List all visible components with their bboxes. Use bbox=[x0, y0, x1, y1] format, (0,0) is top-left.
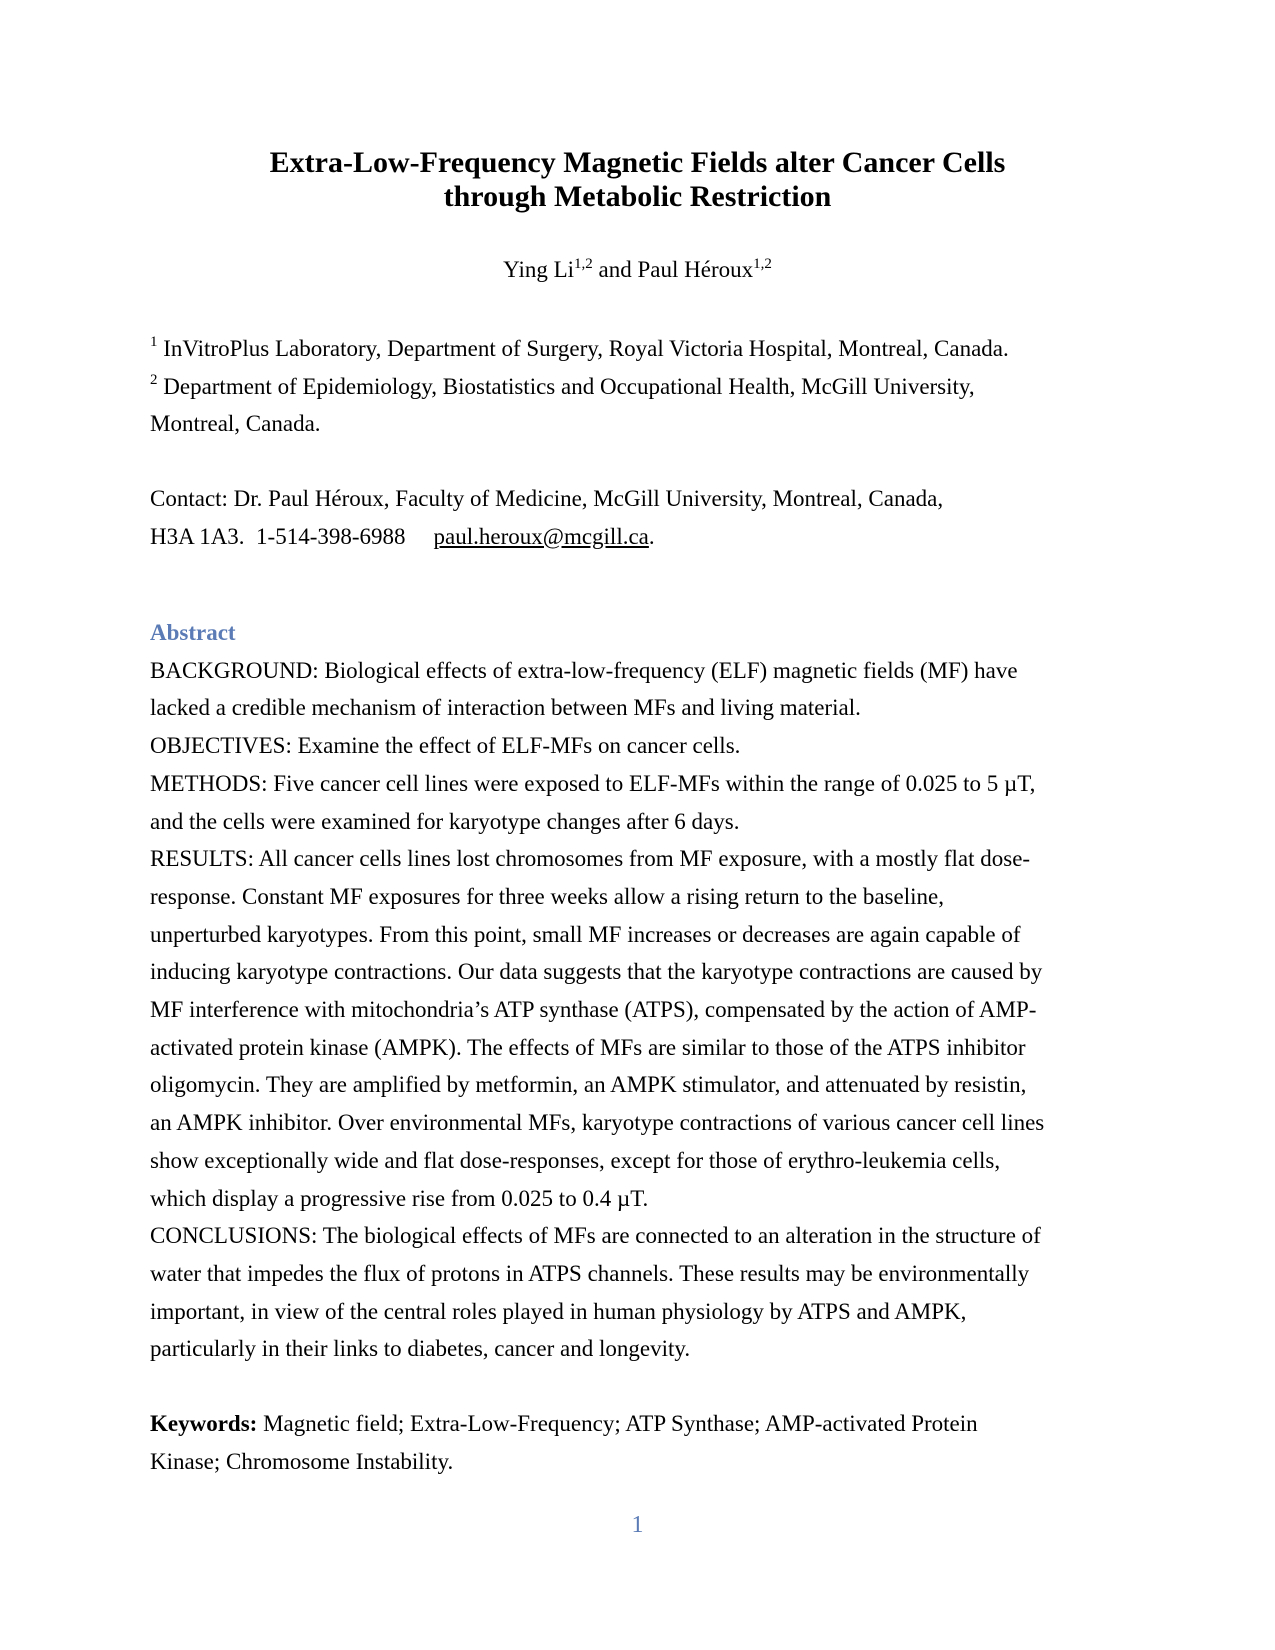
abstract-line: response. Constant MF exposures for three weeks allow a rising return to the baseline, bbox=[150, 883, 944, 909]
author-affiliation-marker: 1,2 bbox=[753, 256, 772, 272]
author-conjunction: and bbox=[592, 257, 638, 282]
abstract-heading: Abstract bbox=[150, 620, 236, 645]
keywords-label: Keywords: bbox=[150, 1411, 258, 1436]
contact-email-link[interactable]: paul.heroux@mcgill.ca bbox=[433, 523, 649, 549]
abstract-line: lacked a credible mechanism of interaction between MFs and living material. bbox=[150, 695, 861, 721]
abstract-line: oligomycin. They are amplified by metformin, an AMPK stimulator, and attenuated by resistin, bbox=[150, 1072, 1027, 1098]
affiliations bbox=[150, 330, 1130, 443]
title-line-2: through Metabolic Restriction bbox=[443, 180, 832, 213]
contact-line-2 bbox=[150, 518, 1130, 556]
affiliation-number: 1 bbox=[150, 334, 158, 350]
contact-line-1: Contact: Dr. Paul Héroux, Faculty of Medicine, McGill University, Montreal, Canada, bbox=[150, 486, 944, 511]
abstract-line: MF interference with mitochondria’s ATP synthase (ATPS), compensated by the action of AMP- bbox=[150, 997, 1037, 1023]
keywords-text: Magnetic field; Extra-Low-Frequency; ATP Synthase; AMP-activated Protein bbox=[257, 1411, 978, 1436]
abstract-line: important, in view of the central roles played in human physiology by ATPS and AMPK, bbox=[150, 1298, 967, 1324]
keywords-line-1 bbox=[150, 1405, 1130, 1443]
affiliation-number: 2 bbox=[150, 371, 158, 388]
affiliation-2 bbox=[150, 368, 1130, 406]
contact-info bbox=[150, 480, 1130, 555]
abstract-body bbox=[150, 652, 1130, 1368]
abstract-line: OBJECTIVES: Examine the effect of ELF-MFs on cancer cells. bbox=[150, 733, 741, 759]
keywords-line-2: Kinase; Chromosome Instability. bbox=[150, 1448, 454, 1474]
affiliation-text: InVitroPlus Laboratory, Department of Surgery, Royal Victoria Hospital, Montreal, Canada. bbox=[157, 336, 1009, 361]
abstract-line: activated protein kinase (AMPK). The effects of MFs are similar to those of the ATPS inhibitor bbox=[150, 1034, 1026, 1060]
abstract-line: unperturbed karyotypes. From this point, small MF increases or decreases are again capable of bbox=[150, 921, 1021, 947]
abstract-line: particularly in their links to diabetes, cancer and longevity. bbox=[150, 1336, 691, 1362]
abstract-line: CONCLUSIONS: The biological effects of MFs are connected to an alteration in the structure of bbox=[150, 1223, 1041, 1249]
keywords-section bbox=[150, 1405, 1130, 1480]
contact-end-punct: . bbox=[648, 523, 655, 549]
abstract-line: which display a progressive rise from 0.025 to 0.4 µT. bbox=[150, 1185, 649, 1211]
abstract-line: METHODS: Five cancer cell lines were exposed to ELF-MFs within the range of 0.025 to 5 µT, bbox=[150, 770, 1036, 796]
affiliation-1 bbox=[150, 330, 1130, 368]
affiliation-2-continued: Montreal, Canada. bbox=[150, 411, 321, 437]
author-name: Paul Héroux bbox=[637, 257, 754, 282]
abstract-line: BACKGROUND: Biological effects of extra-low-frequency (ELF) magnetic fields (MF) have bbox=[150, 657, 1018, 683]
contact-address-phone: H3A 1A3. 1-514-398-6988 bbox=[150, 523, 406, 549]
paper-title bbox=[0, 146, 1275, 214]
abstract-line: RESULTS: All cancer cells lines lost chromosomes from MF exposure, with a mostly flat dose- bbox=[150, 846, 1031, 872]
author-name: Ying Li bbox=[503, 257, 575, 282]
abstract-line: inducing karyotype contractions. Our data suggests that the karyotype contractions are caused by bbox=[150, 959, 1043, 985]
page-number: 1 bbox=[631, 1512, 644, 1538]
abstract-line: and the cells were examined for karyotype changes after 6 days. bbox=[150, 808, 740, 834]
abstract-section bbox=[150, 614, 1130, 1368]
author-list bbox=[0, 255, 1275, 285]
abstract-line: water that impedes the flux of protons in ATPS channels. These results may be environmentally bbox=[150, 1260, 1030, 1286]
affiliation-text: Department of Epidemiology, Biostatistics and Occupational Health, McGill University, bbox=[157, 373, 975, 399]
abstract-line: show exceptionally wide and flat dose-responses, except for those of erythro-leukemia cells, bbox=[150, 1147, 1001, 1173]
title-line-1: Extra-Low-Frequency Magnetic Fields alter Cancer Cells bbox=[269, 146, 1006, 179]
abstract-line: an AMPK inhibitor. Over environmental MFs, karyotype contractions of various cancer cell lines bbox=[150, 1110, 1045, 1136]
author-affiliation-marker: 1,2 bbox=[574, 256, 593, 272]
